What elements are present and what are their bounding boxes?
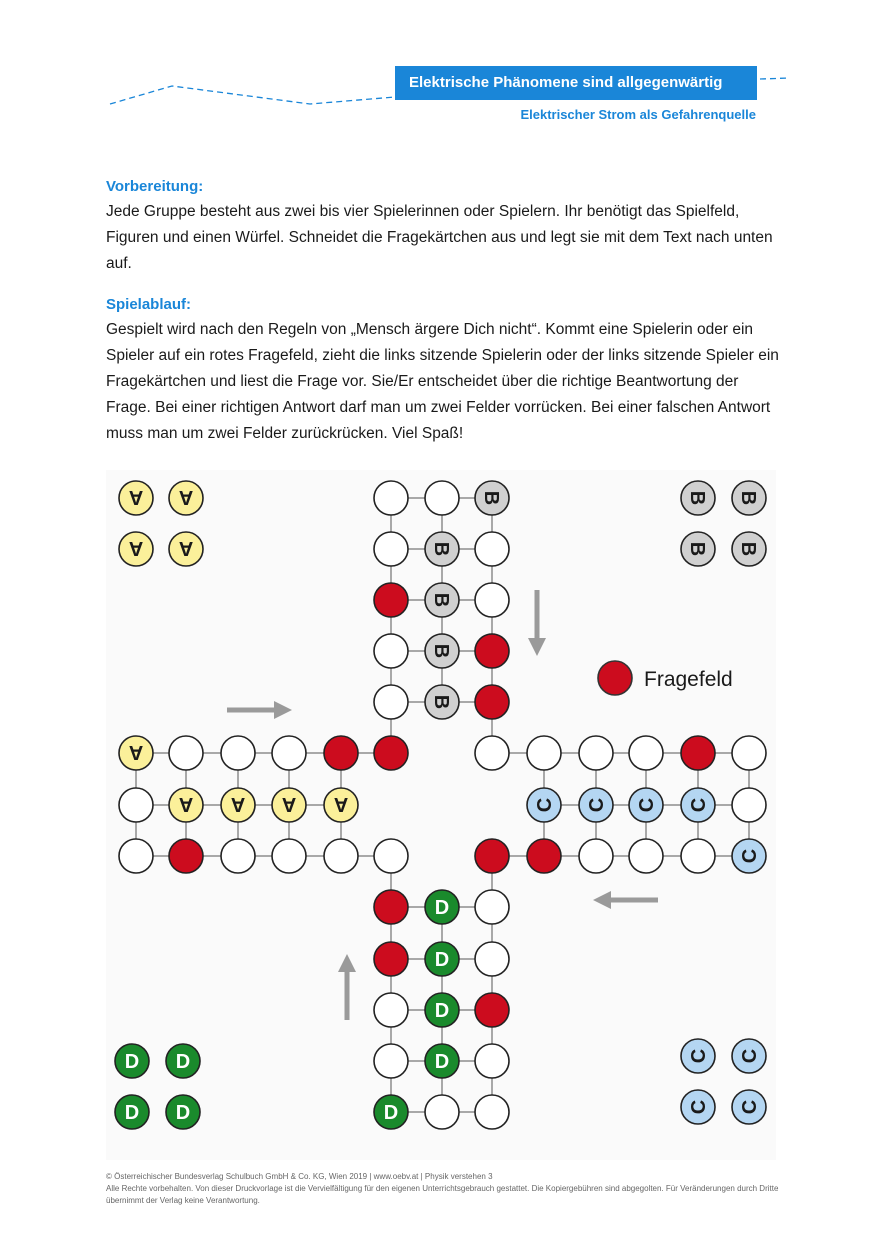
empty-field-circle (579, 839, 613, 873)
player-letter: A (178, 793, 194, 815)
start-field-d[interactable] (374, 1095, 408, 1129)
empty-field[interactable] (527, 736, 561, 770)
empty-field[interactable] (475, 736, 509, 770)
home-field-a[interactable] (169, 481, 203, 515)
empty-field-circle (681, 839, 715, 873)
home-field-b[interactable] (681, 532, 715, 566)
empty-field-circle (425, 481, 459, 515)
empty-field[interactable] (374, 1044, 408, 1078)
start-field-d[interactable] (425, 890, 459, 924)
player-letter: B (686, 541, 708, 557)
question-field[interactable] (374, 890, 408, 924)
question-field-circle (374, 942, 408, 976)
question-field[interactable] (475, 839, 509, 873)
home-field-d[interactable] (115, 1095, 149, 1129)
question-field[interactable] (475, 993, 509, 1027)
empty-field[interactable] (475, 890, 509, 924)
start-field-a[interactable] (221, 788, 255, 822)
home-field-d[interactable] (115, 1044, 149, 1078)
question-field-circle (527, 839, 561, 873)
empty-field[interactable] (169, 736, 203, 770)
legend-label: Fragefeld (644, 668, 733, 691)
empty-field[interactable] (119, 788, 153, 822)
empty-field-circle (374, 839, 408, 873)
home-field-c[interactable] (732, 1090, 766, 1124)
player-letter: D (175, 1051, 191, 1073)
section-gameplay (106, 293, 786, 447)
home-field-c[interactable] (681, 1090, 715, 1124)
home-field-a[interactable] (169, 532, 203, 566)
game-board (106, 470, 776, 1160)
empty-field-circle (475, 583, 509, 617)
footer (106, 1171, 786, 1207)
home-field-d[interactable] (166, 1044, 200, 1078)
player-letter: C (739, 848, 761, 864)
footer-copyright: © Österreichischer Bundesverlag Schulbuch GmbH & Co. KG, Wien 2019 | www.oebv.at | Physik verstehen 3 (106, 1172, 493, 1181)
empty-field-circle (475, 942, 509, 976)
question-field-circle (475, 993, 509, 1027)
empty-field-circle (374, 1044, 408, 1078)
player-letter: B (737, 490, 759, 506)
empty-field-circle (475, 890, 509, 924)
empty-field[interactable] (425, 1095, 459, 1129)
empty-field-circle (475, 1095, 509, 1129)
question-field-circle (374, 890, 408, 924)
empty-field-circle (374, 993, 408, 1027)
start-field-c[interactable] (681, 788, 715, 822)
empty-field-circle (629, 736, 663, 770)
empty-field[interactable] (475, 1095, 509, 1129)
player-letter: C (688, 1099, 710, 1115)
player-letter: A (178, 486, 194, 508)
player-letter: C (739, 1048, 761, 1064)
player-letter: B (430, 643, 452, 659)
question-field[interactable] (475, 634, 509, 668)
empty-field[interactable] (374, 839, 408, 873)
empty-field-circle (527, 736, 561, 770)
empty-field-circle (374, 685, 408, 719)
player-letter: C (534, 797, 556, 813)
player-letter: A (281, 793, 297, 815)
player-letter: D (434, 949, 450, 971)
question-field[interactable] (681, 736, 715, 770)
player-letter: C (688, 1048, 710, 1064)
empty-field-circle (221, 736, 255, 770)
player-letter: D (434, 1000, 450, 1022)
start-field-a[interactable] (169, 788, 203, 822)
empty-field[interactable] (374, 993, 408, 1027)
empty-field[interactable] (374, 634, 408, 668)
question-field[interactable] (475, 685, 509, 719)
section-text: Jede Gruppe besteht aus zwei bis vier Spielerinnen oder Spielern. Ihr benötigt das Spielfeld, Figuren und einen Würfel. Schneidet die Fragekärtchen aus und legt sie mit dem Text nach unten auf. (106, 203, 773, 272)
start-field-c[interactable] (629, 788, 663, 822)
player-letter: C (688, 797, 710, 813)
player-letter: A (230, 793, 246, 815)
empty-field[interactable] (324, 839, 358, 873)
start-field-b[interactable] (425, 532, 459, 566)
question-field[interactable] (169, 839, 203, 873)
question-field-circle (475, 634, 509, 668)
empty-field-circle (732, 788, 766, 822)
question-field-circle (169, 839, 203, 873)
home-field-a[interactable] (119, 532, 153, 566)
empty-field[interactable] (629, 839, 663, 873)
empty-field[interactable] (475, 942, 509, 976)
legend-question-field (598, 661, 632, 695)
header-decoration-line (0, 0, 890, 130)
player-letter: C (636, 797, 658, 813)
empty-field-circle (272, 736, 306, 770)
question-field[interactable] (374, 736, 408, 770)
empty-field[interactable] (579, 736, 613, 770)
home-field-d[interactable] (166, 1095, 200, 1129)
player-letter: C (739, 1099, 761, 1115)
start-field-d[interactable] (425, 993, 459, 1027)
empty-field-circle (374, 634, 408, 668)
player-letter: A (333, 793, 349, 815)
home-field-c[interactable] (681, 1039, 715, 1073)
empty-field[interactable] (221, 839, 255, 873)
player-letter: C (586, 797, 608, 813)
question-field[interactable] (374, 583, 408, 617)
empty-field[interactable] (732, 736, 766, 770)
question-field[interactable] (527, 839, 561, 873)
empty-field-circle (324, 839, 358, 873)
player-letter: B (430, 694, 452, 710)
player-letter: D (434, 1051, 450, 1073)
empty-field-circle (169, 736, 203, 770)
player-letter: B (686, 490, 708, 506)
question-field-circle (324, 736, 358, 770)
empty-field[interactable] (221, 736, 255, 770)
player-letter: A (128, 537, 144, 559)
empty-field-circle (475, 736, 509, 770)
start-field-b[interactable] (425, 685, 459, 719)
player-letter: D (383, 1102, 399, 1124)
empty-field[interactable] (272, 839, 306, 873)
empty-field[interactable] (272, 736, 306, 770)
chapter-title-banner: Elektrische Phänomene sind allgegenwärtig (395, 66, 757, 100)
chapter-subtitle: Elektrischer Strom als Gefahrenquelle (520, 107, 756, 122)
empty-field-circle (221, 839, 255, 873)
home-field-b[interactable] (732, 481, 766, 515)
home-field-a[interactable] (119, 481, 153, 515)
start-field-b[interactable] (425, 634, 459, 668)
player-letter: A (178, 537, 194, 559)
empty-field[interactable] (425, 481, 459, 515)
empty-field-circle (475, 532, 509, 566)
empty-field-circle (629, 839, 663, 873)
home-field-b[interactable] (681, 481, 715, 515)
player-letter: B (737, 541, 759, 557)
player-letter: B (430, 592, 452, 608)
empty-field[interactable] (681, 839, 715, 873)
empty-field[interactable] (475, 532, 509, 566)
home-field-b[interactable] (732, 532, 766, 566)
start-field-d[interactable] (425, 1044, 459, 1078)
start-field-a[interactable] (324, 788, 358, 822)
empty-field-circle (732, 736, 766, 770)
start-field-a[interactable] (272, 788, 306, 822)
question-field-circle (681, 736, 715, 770)
question-field-circle (374, 736, 408, 770)
question-field-circle (475, 839, 509, 873)
empty-field[interactable] (374, 685, 408, 719)
section-preparation (106, 175, 786, 277)
player-letter: A (128, 741, 144, 763)
empty-field-circle (425, 1095, 459, 1129)
player-letter: D (124, 1051, 140, 1073)
empty-field[interactable] (475, 583, 509, 617)
player-letter: B (430, 541, 452, 557)
start-field-b[interactable] (475, 481, 509, 515)
question-field[interactable] (324, 736, 358, 770)
start-field-b[interactable] (425, 583, 459, 617)
player-letter: D (434, 897, 450, 919)
empty-field-circle (475, 1044, 509, 1078)
question-field[interactable] (374, 942, 408, 976)
empty-field[interactable] (579, 839, 613, 873)
player-letter: B (480, 490, 502, 506)
empty-field-circle (579, 736, 613, 770)
empty-field-circle (119, 788, 153, 822)
empty-field[interactable] (732, 788, 766, 822)
section-heading: Spielablauf: (106, 296, 192, 313)
footer-rights: Alle Rechte vorbehalten. Von dieser Druckvorlage ist die Vervielfältigung für den eigenen Unterrichtsgebrauch gestattet. Die Kopiergebühren sind abgegolten. Für Veränderungen durch Dritte übernimmt der Verlag keine Verantwortung. (106, 1184, 779, 1205)
start-field-c[interactable] (527, 788, 561, 822)
empty-field[interactable] (629, 736, 663, 770)
section-text: Gespielt wird nach den Regeln von „Mensch ärgere Dich nicht“. Kommt eine Spielerin oder ein Spieler auf ein rotes Fragefeld, zieht die links sitzende Spielerin oder der links sitzende Spieler ein Fragekärtchen und liest die Frage vor. Sie/Er entscheidet über die richtige Beantwortung der Frage. Bei einer richtigen Antwort darf man um zwei Felder vorrücken. Bei einer falschen Antwort muss man um zwei Felder zurückrücken. Viel Spaß! (106, 321, 779, 442)
empty-field-circle (374, 532, 408, 566)
player-letter: A (128, 486, 144, 508)
empty-field-circle (119, 839, 153, 873)
home-field-c[interactable] (732, 1039, 766, 1073)
start-field-a[interactable] (119, 736, 153, 770)
empty-field[interactable] (374, 532, 408, 566)
start-field-c[interactable] (579, 788, 613, 822)
player-letter: D (175, 1102, 191, 1124)
empty-field-circle (374, 481, 408, 515)
empty-field[interactable] (119, 839, 153, 873)
start-field-d[interactable] (425, 942, 459, 976)
empty-field-circle (272, 839, 306, 873)
player-letter: D (124, 1102, 140, 1124)
question-field-circle (475, 685, 509, 719)
question-field-circle (374, 583, 408, 617)
empty-field[interactable] (374, 481, 408, 515)
section-heading: Vorbereitung: (106, 178, 204, 195)
start-field-c[interactable] (732, 839, 766, 873)
empty-field[interactable] (475, 1044, 509, 1078)
